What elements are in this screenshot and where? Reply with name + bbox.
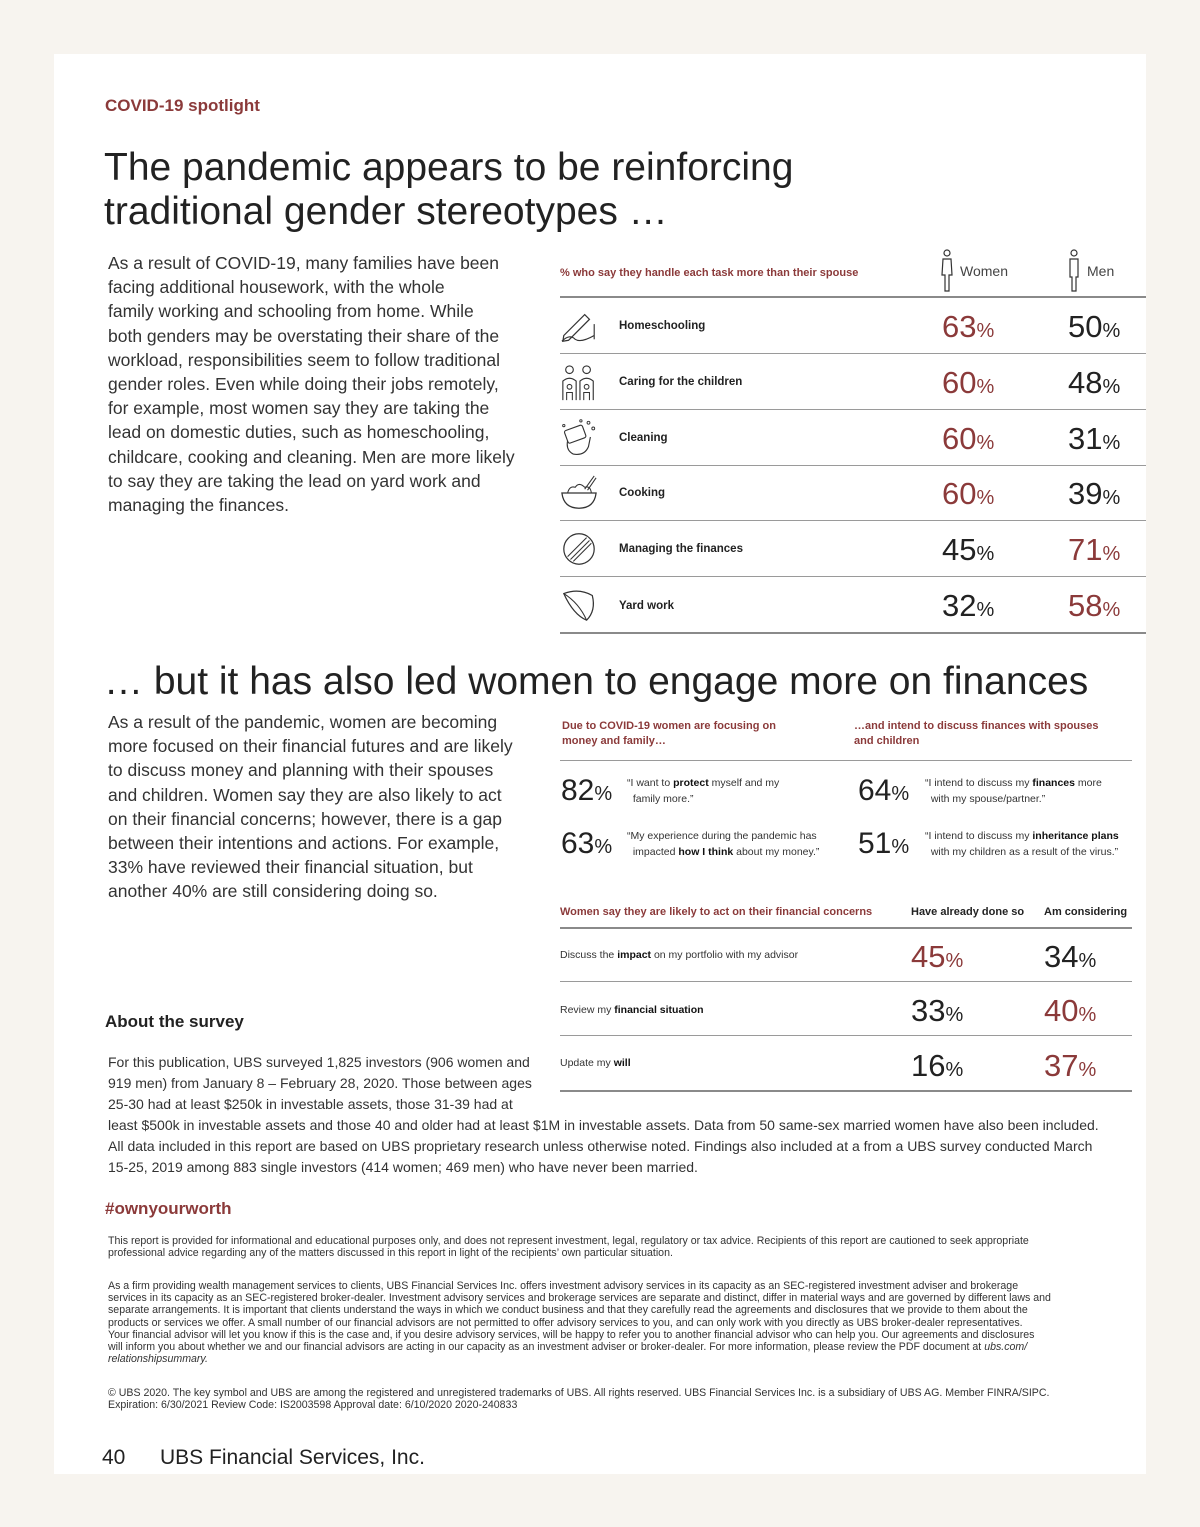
intro-paragraph: As a result of COVID-19, many families have been facing additional housework, with the whole family working and schooling from home. While both genders may be overstating their share of the workload, responsibilities seem to follow traditional gender roles. Even while doing their jobs remotely, for example, most women say they are taking the lead on domestic duties, such as homeschooling, childcare, cooking and cleaning. Men are more likely to say they are taking the lead on yard work and managing the finances. [108,253,515,516]
act-label: Update my will [560,1057,631,1069]
table-divider [560,353,1146,354]
tasks-table-header: % who say they handle each task more than their spouse [560,267,859,279]
table-divider [560,409,1146,410]
task-label: Yard work [619,600,674,612]
act-column-done: Have already done so [911,906,1025,918]
headline-engage: … but it has also led women to engage more on finances [104,660,1089,703]
task-label: Managing the finances [619,543,743,555]
leaf-icon [560,586,598,624]
stat-value: 64% [858,774,910,807]
men-percent: 39% [1068,476,1121,511]
section-divider [560,760,1132,761]
headline-line: traditional gender stereotypes … [104,190,668,233]
men-percent: 58% [1068,588,1121,623]
table-divider [560,576,1146,577]
man-icon [1067,249,1081,293]
men-percent: 50% [1068,309,1121,344]
about-survey-title: About the survey [105,1012,244,1031]
stat-value: 63% [561,827,613,860]
act-label: Discuss the impact on my portfolio with my advisor [560,949,799,961]
table-divider [560,465,1146,466]
table-divider [560,1035,1132,1036]
done-percent: 45% [911,939,964,974]
table-divider [560,1090,1132,1092]
survey-text-wide: least $500k in investable assets and those 40 and older had at least $1M in investable assets. Data from 50 same-sex married women have also been included. All data included in this report are based on UBS proprietary research unless otherwise noted. Findings also included at a from a UBS survey conducted March 15-25, 2019 among 883 single investors (414 women; 469 men) who have never been married. [108,1117,1099,1175]
stat-value: 82% [561,774,613,807]
table-divider [560,520,1146,521]
task-label: Homeschooling [619,320,706,332]
men-percent: 31% [1068,421,1121,456]
disclaimer-advice: This report is provided for informational and educational purposes only, and does not represent investment, legal, regulatory or tax advice. Recipients of this report are cautioned to seek appropriate professional advice regarding any of the matters discussed in this report in light of the recipients’ own particular situation. [108,1235,1029,1260]
headline-stereotypes [104,146,864,234]
considering-percent: 37% [1044,1048,1097,1083]
section-kicker: COVID-19 spotlight [105,96,260,115]
relationship-summary-link[interactable]: relationshipsummary. [108,1353,208,1366]
done-percent: 33% [911,993,964,1028]
bowl-icon [560,474,598,512]
women-percent: 60% [942,365,995,400]
stat-quote: “I want to protect myself and my family more.” [627,777,780,805]
hashtag: #ownyourworth [105,1199,232,1218]
men-label: Men [1087,263,1115,279]
women-percent: 60% [942,421,995,456]
women-percent: 63% [942,309,995,344]
stat-quote: “I intend to discuss my finances more with my spouse/partner.” [925,777,1102,805]
act-label: Review my financial situation [560,1004,704,1016]
cleaning-hand-icon [560,418,598,456]
women-percent: 60% [942,476,995,511]
survey-text-narrow: For this publication, UBS surveyed 1,825 investors (906 women and 919 men) from January 8 – February 28, 2020. Those between ages 25-30 had at least $250k in investable assets, those 31-39 had at [108,1054,532,1112]
coin-icon [560,530,598,568]
task-label: Cooking [619,487,665,499]
task-label: Caring for the children [619,376,743,388]
disclaimer-copyright: © UBS 2020. The key symbol and UBS are among the registered and unregistered trademarks of UBS. All rights reserved. UBS Financial Services Inc. is a subsidiary of UBS AG. Member FINRA/SIPC. Expiration: 6/30/2021 Review Code: IS2003598 Approval date: 6/10/2020 2020-240833 [108,1387,1050,1412]
company-name: UBS Financial Services, Inc. [160,1446,425,1469]
act-column-considering: Am considering [1044,906,1128,918]
men-column-header [1067,249,1114,293]
disclaimer-advisory: As a firm providing wealth management services to clients, UBS Financial Services Inc. offers investment advisory services in its capacity as an SEC-registered investment adviser and brokerage services in its capacity as an SEC-registered broker-dealer. Investment advisory services and brokerage services are separate and distinct, differ in material ways and are governed by different laws and separate arrangements. It is important that clients understand the ways in which we conduct business and that they carefully read the agreements and disclosures that we provide to them about the products or services we offer. A small number of our financial advisors are not permitted to offer advisory services to you, and can only work with you directly as UBS broker-dealer representatives. Your financial advisor will let you know if this is the case and, if you desire advisory services, will be happy to refer you to another financial advisor who can help you. Our agreements and disclosures will inform you about whether we and our financial advisors are acting in our capacity as an investment adviser or broker-dealer. For more information, please review the PDF document at ubs.com/ relationshipsummary. [108,1280,1051,1366]
pencil-icon [560,307,598,345]
men-percent: 48% [1068,365,1121,400]
woman-icon [940,249,954,293]
women-column-header [940,249,1008,293]
page-number: 40 [102,1446,126,1469]
women-percent: 45% [942,532,995,567]
table-divider [560,927,1132,929]
women-label: Women [960,263,1008,279]
table-divider [560,296,1146,298]
relationship-summary-link[interactable]: ubs.com/ [984,1341,1028,1354]
stat-quote: “I intend to discuss my inheritance plans with my children as a result of the virus.” [925,830,1119,858]
focus-header-left: Due to COVID-19 women are focusing on money and family… [562,720,776,747]
men-percent: 71% [1068,532,1121,567]
table-divider [560,981,1132,982]
considering-percent: 34% [1044,939,1097,974]
women-percent: 32% [942,588,995,623]
family-icon [560,364,598,402]
act-table-header: Women say they are likely to act on their financial concerns [560,906,873,918]
task-label: Cleaning [619,432,668,444]
engage-paragraph: As a result of the pandemic, women are becoming more focused on their financial futures and are likely to discuss money and planning with their spouses and children. Women say they are also likely to act on their financial concerns; however, there is a gap between their intentions and actions. For example, 33% have reviewed their financial situation, but another 40% are still considering doing so. [108,712,513,902]
report-page [54,54,1146,1474]
headline-line: The pandemic appears to be reinforcing [104,146,794,189]
stat-quote: “My experience during the pandemic has impacted how I think about my money.” [627,830,820,858]
stat-value: 51% [858,827,910,860]
focus-header-right: …and intend to discuss finances with spouses and children [854,720,1099,747]
table-divider [560,632,1146,634]
done-percent: 16% [911,1048,964,1083]
considering-percent: 40% [1044,993,1097,1028]
